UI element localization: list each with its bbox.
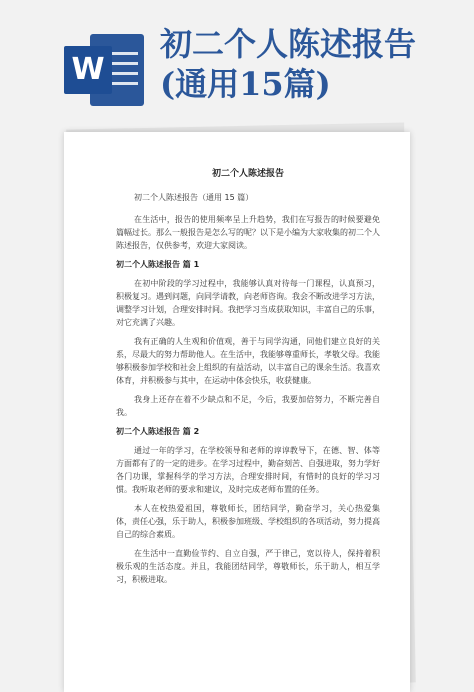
document-subtitle: 初二个人陈述报告（通用 15 篇）: [134, 193, 254, 202]
section2-paragraph-1: 通过一年的学习，在学校领导和老师的谆谆教导下，在德、智、体等方面都有了的一定的进步。在学习过程中，勤奋刻苦、自强进取，努力学好各门功课，掌握科学的学习方法，合理安排时间，有惜时的良好的学习习惯。我听取老师的要求和建议，及时完成老师布置的任务。: [116, 446, 380, 494]
section-heading-1: 初二个人陈述报告 篇 1: [116, 260, 200, 269]
word-icon-letter: W: [64, 46, 112, 94]
page-title-line2: (通用15篇): [160, 65, 331, 103]
page-title: [160, 24, 416, 104]
document-title: 初二个人陈述报告: [211, 169, 284, 179]
section1-paragraph-3: 我身上还存在着不少缺点和不足，今后，我要加倍努力，不断完善自我。: [116, 395, 380, 417]
intro-paragraph: 在生活中，报告的使用频率呈上升趋势，我们在写报告的时候要避免篇幅过长。那么一般报告是怎么写的呢？以下是小编为大家收集的初二个人陈述报告，仅供参考，欢迎大家阅读。: [116, 215, 380, 250]
section-heading-2: 初二个人陈述报告 篇 2: [116, 427, 200, 436]
section1-paragraph-1: 在初中阶段的学习过程中，我能够认真对待每一门课程，认真预习，积极复习。遇到问题，向同学请教，向老师咨询。我会不断改进学习方法，调整学习计划，合理安排时间。我把学习当成获取知识，丰富自己的乐事，对它充满了兴趣。: [116, 279, 380, 327]
section1-paragraph-2: 我有正确的人生观和价值观，善于与同学沟通，同他们建立良好的关系，尽最大的努力帮助他人。在生活中，我能够尊重师长，孝敬父母。我能够积极参加学校和社会上组织的有益活动，以丰富自己的课余生活。我喜欢体育，并积极参与其中，在运动中体会快乐，收获健康。: [116, 337, 380, 385]
section2-paragraph-3: 在生活中一直勤俭节约、自立自强，严于律己，宽以待人，保持着积极乐观的生活态度。并且，我能团结同学，尊敬师长，乐于助人，相互学习，积极进取。: [116, 549, 380, 584]
page-title-line1: 初二个人陈述报告: [160, 25, 417, 63]
document-page: [64, 132, 410, 692]
word-app-icon: [64, 34, 146, 106]
section2-paragraph-2: 本人在校热爱祖国，尊敬师长，团结同学，勤奋学习，关心热爱集体，责任心强，乐于助人，积极参加班级、学校组织的各项活动，努力提高自己的综合素质。: [116, 504, 380, 539]
